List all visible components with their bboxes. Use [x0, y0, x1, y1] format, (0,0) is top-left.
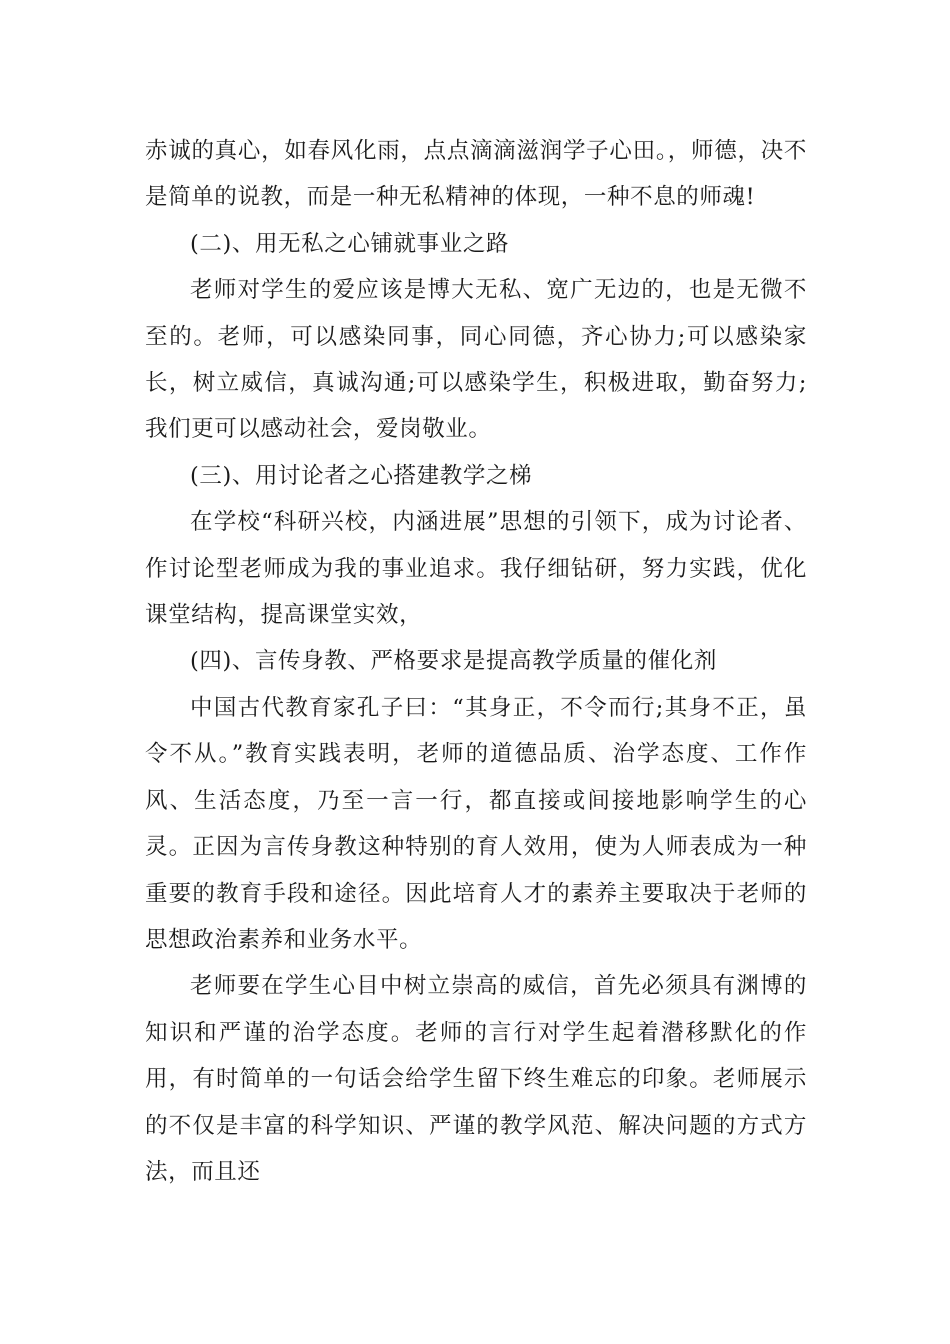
section-heading-4: (四)、言传身教、严格要求是提高教学质量的催化剂	[190, 648, 717, 675]
section-heading-2: (二)、用无私之心铺就事业之路	[190, 230, 510, 257]
paragraph: 中国古代教育家孔子曰：“其身正，不令而行;其身不正，虽令不从。”教育实践表明，老师的道德品质、治学态度、工作作风、生活态度，乃至一言一行，都直接或间接地影响学生的心灵。正因为言传身教这种特别的育人效用，使为人师表成为一种重要的教育手段和途径。因此培育人才的素养主要取决于老师的思想政治素养和业务水平。	[145, 694, 807, 953]
paragraph: 老师对学生的爱应该是博大无私、宽广无边的，也是无微不至的。老师，可以感染同事，同心同德，齐心协力;可以感染家长，树立威信，真诚沟通;可以感染学生，积极进取，勤奋努力;我们更可以感动社会，爱岗敬业。	[145, 277, 807, 443]
paragraph-continuation: 赤诚的真心，如春风化雨，点点滴滴滋润学子心田。，师德，决不是简单的说教，而是一种无私精神的体现，一种不息的师魂!	[145, 138, 807, 211]
document-body	[145, 128, 807, 1195]
section-heading-3: (三)、用讨论者之心搭建教学之梯	[190, 462, 533, 489]
paragraph: 老师要在学生心目中树立崇高的威信，首先必须具有渊博的知识和严谨的治学态度。老师的言行对学生起着潜移默化的作用，有时简单的一句话会给学生留下终生难忘的印象。老师展示的不仅是丰富的科学知识、严谨的教学风范、解决问题的方式方法，而且还	[145, 973, 807, 1185]
paragraph: 在学校“科研兴校，内涵进展”思想的引领下，成为讨论者、作讨论型老师成为我的事业追求。我仔细钻研，努力实践，优化课堂结构，提高课堂实效，	[145, 509, 807, 629]
